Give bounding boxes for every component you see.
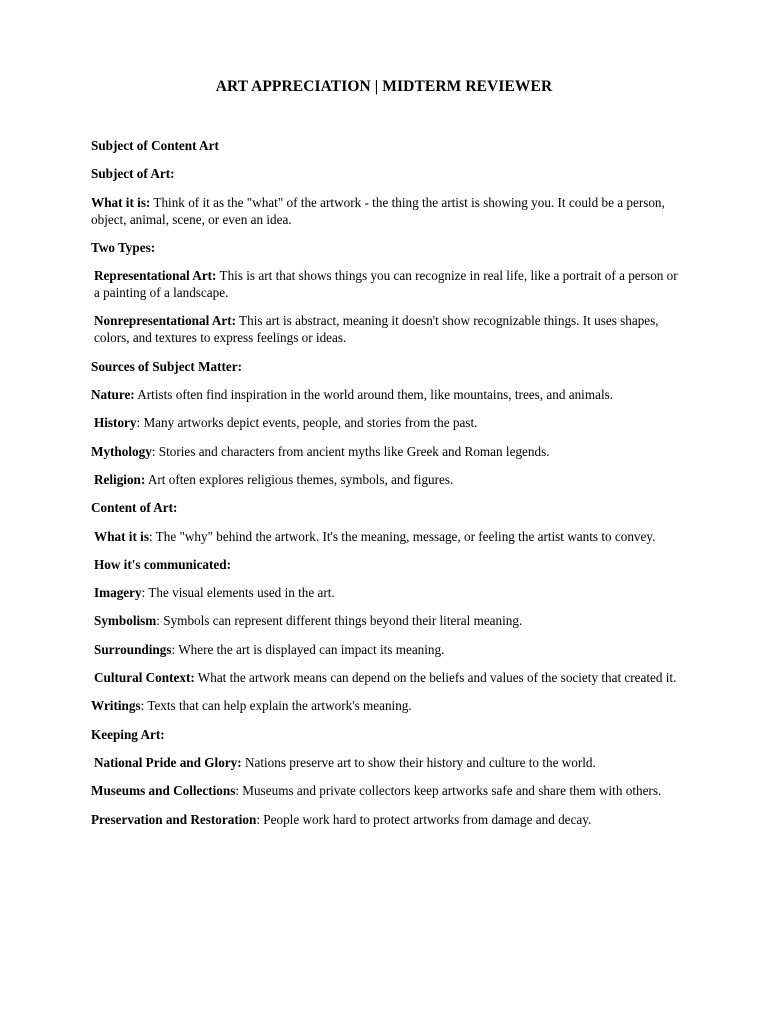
paragraph-text: This art is abstract, meaning it doesn't show recognizable things. It uses shapes, colors, and textures to express feelings or ideas.	[94, 313, 659, 346]
paragraph	[91, 528, 681, 545]
paragraph	[91, 584, 681, 601]
paragraph-lead: Nature:	[91, 387, 135, 403]
paragraph-lead: What it is:	[91, 194, 151, 210]
paragraph	[91, 641, 681, 658]
paragraph	[91, 499, 681, 516]
paragraph	[91, 443, 681, 460]
paragraph-text: : Symbols can represent different things beyond their literal meaning.	[156, 613, 523, 629]
paragraph	[91, 194, 681, 228]
paragraph-text: : Many artworks depict events, people, and stories from the past.	[136, 415, 478, 431]
page-title: ART APPRECIATION | MIDTERM REVIEWER	[215, 78, 553, 95]
paragraph-lead: Mythology	[91, 443, 152, 459]
paragraph	[91, 669, 681, 686]
paragraph	[91, 471, 681, 488]
paragraph-lead: Imagery	[94, 585, 142, 601]
paragraph-lead: Religion:	[94, 471, 146, 487]
paragraph	[91, 386, 681, 403]
paragraph-text: What the artwork means can depend on the beliefs and values of the society that created it.	[194, 670, 677, 686]
paragraph	[91, 782, 681, 799]
paragraph	[91, 726, 681, 743]
paragraph-lead: Representational Art:	[94, 268, 217, 284]
paragraph-text: Art often explores religious themes, symbols, and figures.	[145, 471, 454, 487]
paragraph	[91, 414, 681, 431]
paragraph-text: : Texts that can help explain the artwork's meaning.	[140, 698, 412, 714]
paragraph	[91, 612, 681, 629]
paragraph-text: : The "why" behind the artwork. It's the meaning, message, or feeling the artist wants to convey.	[148, 528, 656, 544]
document-body	[91, 137, 681, 839]
paragraph	[91, 239, 681, 256]
paragraph-lead: Surroundings	[94, 641, 172, 657]
paragraph	[91, 754, 681, 771]
paragraph-lead: Sources of Subject Matter:	[91, 358, 243, 374]
paragraph-lead: Two Types:	[91, 239, 156, 255]
paragraph-lead: Cultural Context:	[94, 670, 195, 686]
paragraph-lead: Nonrepresentational Art:	[94, 313, 236, 329]
paragraph	[91, 556, 681, 573]
paragraph	[91, 137, 681, 154]
paragraph	[91, 165, 681, 182]
paragraph-text: Think of it as the "what" of the artwork - the thing the artist is showing you. It could be a person, object, animal, scene, or even an idea.	[91, 194, 665, 227]
paragraph	[91, 267, 681, 301]
paragraph-text: Artists often find inspiration in the world around them, like mountains, trees, and animals.	[134, 387, 614, 403]
paragraph-text: This is art that shows things you can recognize in real life, like a portrait of a person or a painting of a landscape.	[94, 268, 678, 301]
paragraph-lead: Content of Art:	[91, 500, 178, 516]
paragraph-lead: History	[94, 415, 137, 431]
paragraph-lead: Museums and Collections	[91, 783, 236, 799]
paragraph-lead: Preservation and Restoration	[91, 811, 257, 827]
paragraph-text: Nations preserve art to show their history and culture to the world.	[241, 754, 596, 770]
paragraph-text: : The visual elements used in the art.	[141, 585, 335, 601]
paragraph-lead: National Pride and Glory:	[94, 754, 242, 770]
paragraph-lead: Symbolism	[94, 613, 157, 629]
paragraph-text: : Museums and private collectors keep artworks safe and share them with others.	[235, 783, 662, 799]
paragraph-lead: Keeping Art:	[91, 726, 165, 742]
paragraph-lead: Subject of Content Art	[91, 138, 219, 153]
paragraph	[91, 811, 681, 828]
paragraph	[91, 697, 681, 714]
paragraph-text: : Where the art is displayed can impact its meaning.	[171, 641, 445, 657]
paragraph-lead: Subject of Art:	[91, 166, 175, 182]
paragraph	[91, 312, 681, 346]
paragraph-lead: How it's communicated:	[94, 556, 231, 572]
paragraph	[91, 358, 681, 375]
paragraph-text: : People work hard to protect artworks from damage and decay.	[256, 811, 592, 827]
paragraph-text: : Stories and characters from ancient myths like Greek and Roman legends.	[151, 443, 550, 459]
paragraph-lead: What it is	[94, 528, 149, 544]
paragraph-lead: Writings	[91, 698, 141, 714]
